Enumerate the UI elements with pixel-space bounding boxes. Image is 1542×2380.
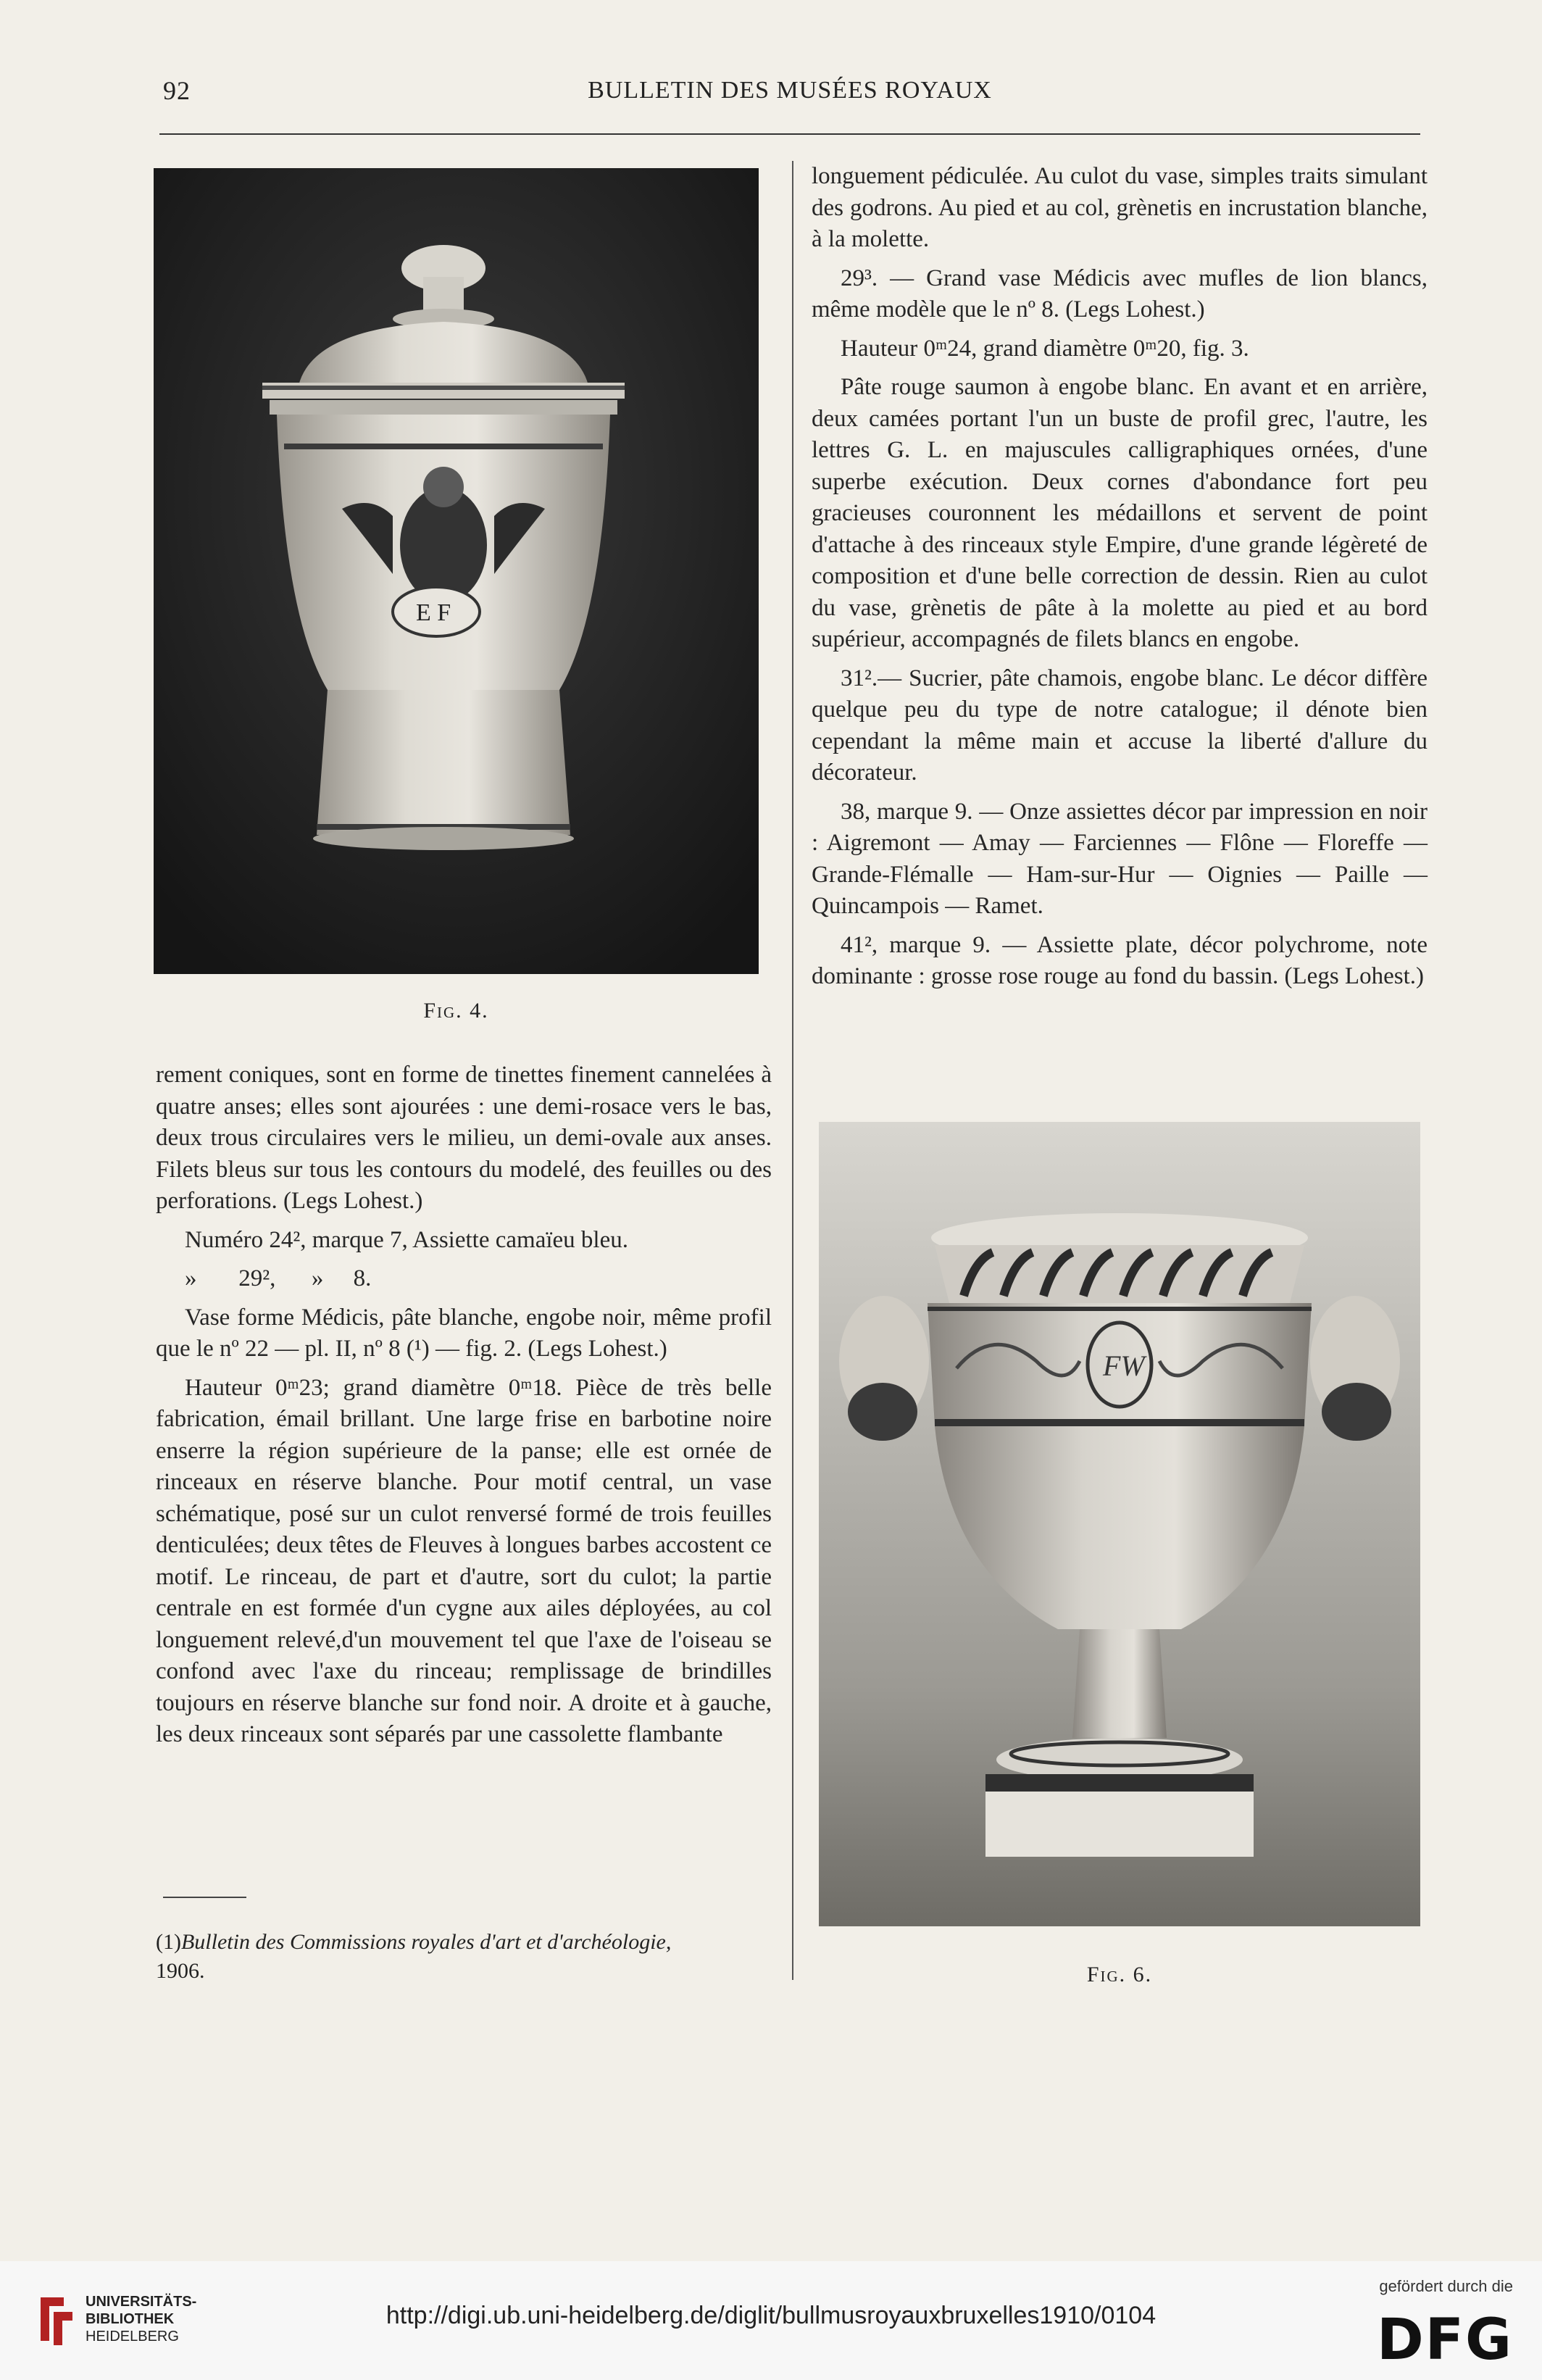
library-name: UNIVERSITÄTS- BIBLIOTHEK HEIDELBERG [86,2294,197,2344]
header-rule [159,133,1420,135]
footnote-rule [163,1897,246,1898]
paragraph: Numéro 24², marque 7, Assiette camaïeu bleu. [185,1226,628,1253]
footnote-year: 1906. [156,1959,205,1983]
right-column-text [812,161,1428,993]
fig4-monogram: E F [416,599,451,626]
viewer-footer [0,2261,1542,2380]
column-divider [792,161,793,1980]
page-number: 92 [163,76,191,105]
paragraph: 41², marque 9. — Assiette plate, décor polychrome, note dominante : grosse rose rouge au fond du bassin. (Legs Lohest.) [812,931,1428,989]
figure-6-photo [819,1122,1420,1926]
figure-4-photo [154,168,759,974]
paragraph: Hauteur 0ᵐ24, grand diamètre 0ᵐ20, fig. 3. [841,335,1249,362]
paragraph: 38, marque 9. — Onze assiettes décor par impression en noir : Aigremont — Amay — Farciennes — Flône — Floreffe — Grande-Flémalle — Ham-sur-Hur — Oignies — Paille — Quincampois — Ramet. [812,798,1428,919]
left-column-text [156,1060,772,1751]
figure-4-caption: Fig. 4. [423,999,489,1023]
running-title: BULLETIN DES MUSÉES ROYAUX [588,77,992,104]
fig6-monogram: FW [1103,1349,1145,1382]
page-url-link[interactable]: http://digi.ub.uni-heidelberg.de/diglit/bullmusroyauxbruxelles1910/0104 [386,2302,1156,2329]
medici-vase-image [819,1122,1420,1926]
footnote-italic: Bulletin des Commissions royales d'art et d'archéologie, [180,1930,672,1954]
dfg-logo: DFG [1376,2308,1513,2373]
paragraph: longuement pédiculée. Au culot du vase, simples traits simulant des godrons. Au pied et au col, grènetis en incrustation blanche, à la molette. [812,163,1428,252]
page-header [163,75,1417,119]
paragraph: 31².— Sucrier, pâte chamois, engobe blanc. Le décor diffère quelque peu du type de notre catalogue; il dénote bien cependant la même main et accuse la liberté d'allure du décorateur. [812,665,1428,786]
paragraph: Vase forme Médicis, pâte blanche, engobe noir, même profil que le nº 22 — pl. II, nº 8 (¹) — fig. 2. (Legs Lohest.) [156,1304,772,1362]
funding-label: gefördert durch die [1379,2277,1513,2295]
paragraph: Pâte rouge saumon à engobe blanc. En avant et en arrière, deux camées portant l'un un buste de profil grec, l'autre, les lettres G. L. en majuscules calligraphiques ornées, d'une superbe exécution. Deux cornes d'abondance fort peu gracieuses couronnent les médaillons et servent de point d'attache à des rinceaux style Empire, d'une grande légèreté de composition et d'une belle correction de dessin. Rien au culot du vase, grènetis de pâte à la molette au pied et au bord supérieur, accompagnés de filets blancs en engobe. [812,374,1428,652]
footnote-marker: (1) [156,1930,181,1954]
paragraph: » 29², » 8. [185,1265,372,1291]
sugar-bowl-image [154,168,759,974]
paragraph: rement coniques, sont en forme de tinettes finement cannelées à quatre anses; elles sont ajourées : une demi-rosace vers le bas, deux trous circulaires vers le milieu, un demi-ovale aux anses. Filets bleus sur tous les contours du modelé, des feuilles ou des perforations. (Legs Lohest.) [156,1062,772,1214]
paragraph: 29³. — Grand vase Médicis avec mufles de lion blancs, même modèle que le nº 8. (Legs Lohest.) [812,265,1428,323]
figure-6-caption: Fig. 6. [1086,1963,1153,1986]
footnote [156,1928,772,1986]
paragraph: Hauteur 0ᵐ23; grand diamètre 0ᵐ18. Pièce de très belle fabrication, émail brillant. Une large frise en barbotine noire enserre la région supérieure de la panse; elle est ornée de rinceaux en réserve blanche. Pour motif central, un vase schématique, posé sur un culot renversé formé de trois feuilles denticulées; deux têtes de Fleuves à longues barbes accostent ce motif. Le rinceau, de part et d'autre, sort du culot; la partie centrale en est formée d'un cygne aux ailes déployées, au col longuement relevé,d'un mouvement tel que l'axe de l'oiseau se confond avec l'axe du rinceau; remplissage de brindilles toujours en réserve blanche sur fond noir. A droite et à gauche, les deux rinceaux sont séparés par une cassolette flambante [156,1374,772,1747]
